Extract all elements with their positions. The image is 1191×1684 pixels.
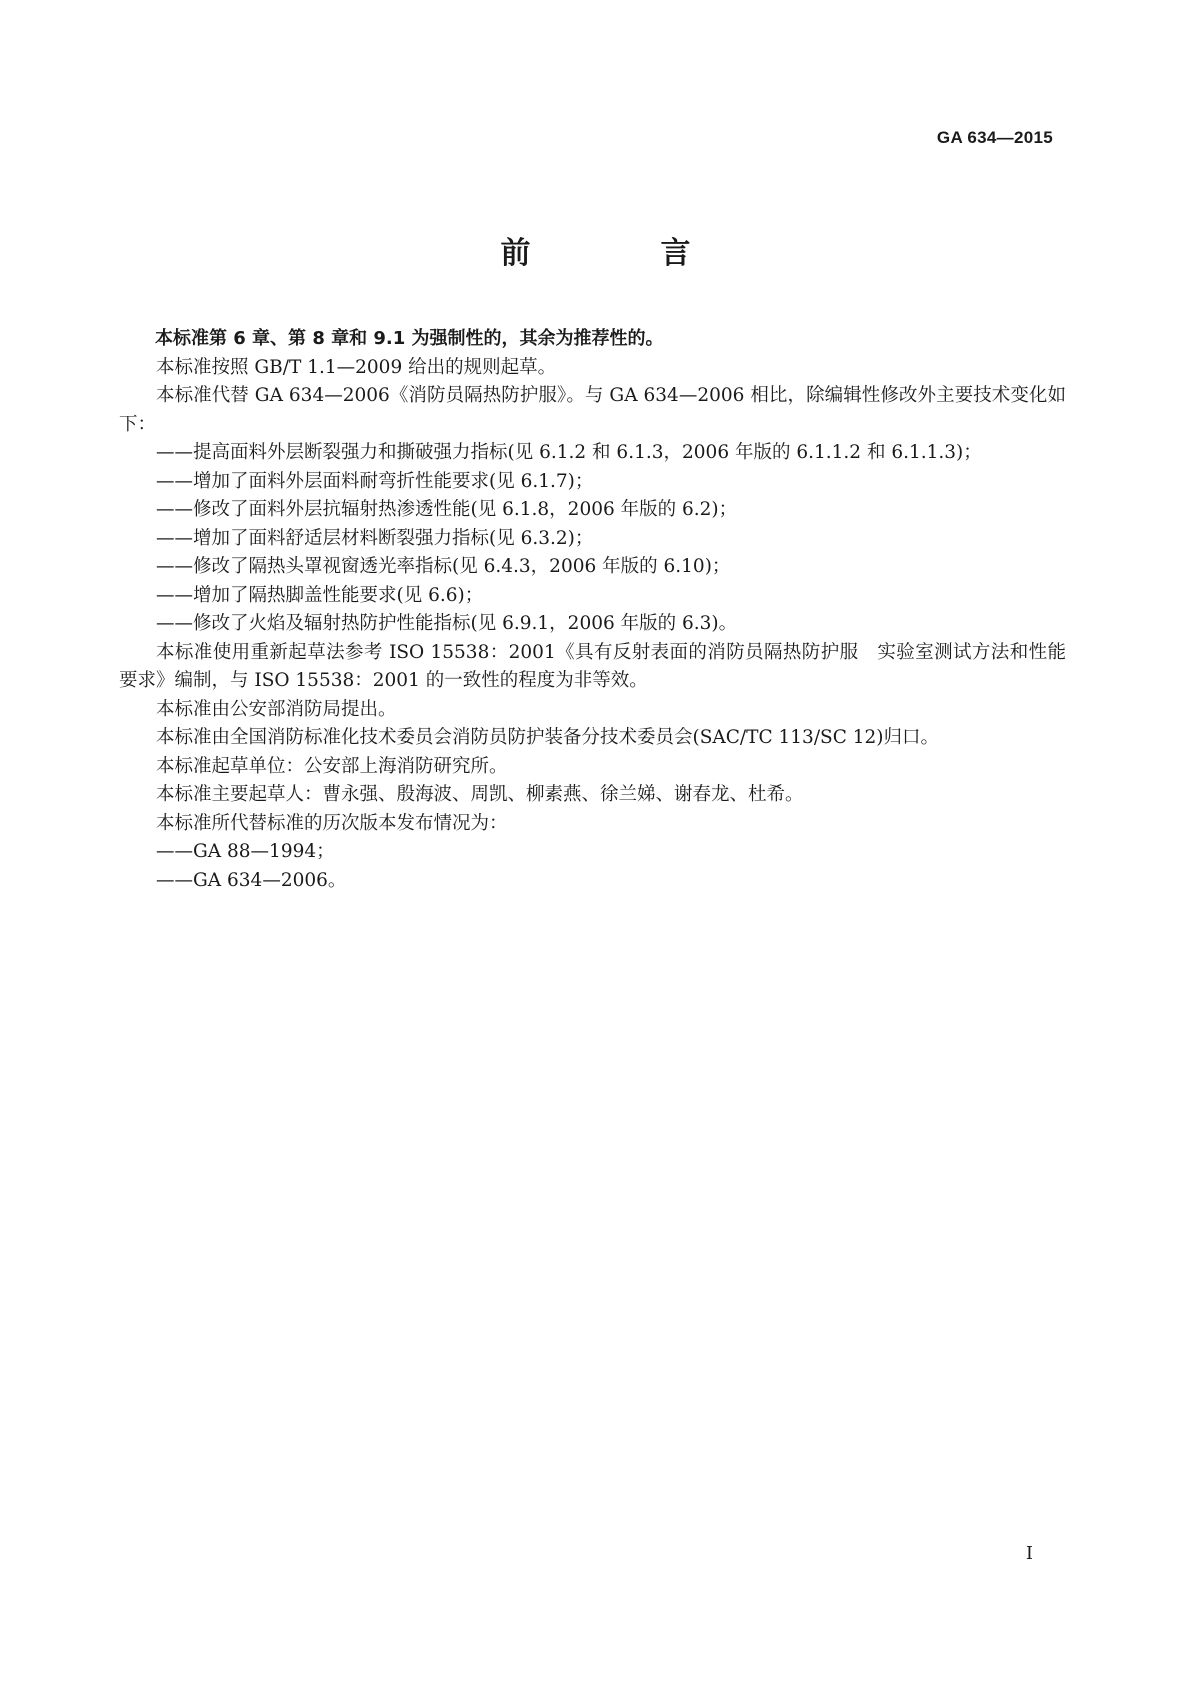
foreword-body	[119, 325, 1066, 895]
change-item: ——修改了火焰及辐射热防护性能指标(见 6.9.1，2006 年版的 6.3)。	[156, 613, 738, 634]
change-item: ——增加了面料外层面料耐弯折性能要求(见 6.1.7)；	[156, 470, 594, 492]
change-item: ——提高面料外层断裂强力和撕破强力指标(见 6.1.2 和 6.1.3，2006 年版的 6.1.1.2 和 6.1.1.3)；	[156, 442, 982, 463]
history-item: ——GA 88—1994；	[156, 841, 335, 862]
history-item: ——GA 634—2006。	[156, 869, 347, 891]
replacement-paragraph: 本标准代替 GA 634—2006《消防员隔热防护服》。与 GA 634—2006 相比，除编辑性修改外主要技术变化如下：	[119, 385, 1066, 435]
drafting-unit-paragraph: 本标准起草单位：公安部上海消防研究所。	[156, 755, 508, 777]
iso-reference-paragraph: 本标准使用重新起草法参考 ISO 15538：2001《具有反射表面的消防员隔热防护服 实验室测试方法和性能要求》编制，与 ISO 15538：2001 的一致性的程度为非等效。	[119, 641, 1066, 691]
change-item: ——修改了面料外层抗辐射热渗透性能(见 6.1.8，2006 年版的 6.2)；	[156, 499, 738, 520]
drafters-paragraph: 本标准主要起草人：曹永强、殷海波、周凯、柳素燕、徐兰娣、谢春龙、杜希。	[156, 784, 804, 805]
change-item: ——增加了面料舒适层材料断裂强力指标(见 6.3.2)；	[156, 527, 594, 549]
change-item: ——修改了隔热头罩视窗透光率指标(见 6.4.3，2006 年版的 6.10)；	[156, 556, 731, 577]
drafting-rules-paragraph: 本标准按照 GB/T 1.1—2009 给出的规则起草。	[156, 356, 557, 378]
committee-paragraph: 本标准由全国消防标准化技术委员会消防员防护装备分技术委员会(SAC/TC 113/SC 12)归口。	[156, 727, 940, 748]
standard-code: GA 634—2015	[936, 128, 1053, 147]
history-paragraph: 本标准所代替标准的历次版本发布情况为：	[156, 812, 508, 834]
page-title: 前 言	[500, 236, 741, 271]
change-item: ——增加了隔热脚盖性能要求(见 6.6)；	[156, 584, 484, 606]
mandatory-statement: 本标准第 6 章、第 8 章和 9.1 为强制性的，其余为推荐性的。	[155, 328, 664, 349]
page-number: I	[1025, 1543, 1033, 1564]
proposer-paragraph: 本标准由公安部消防局提出。	[156, 698, 397, 720]
